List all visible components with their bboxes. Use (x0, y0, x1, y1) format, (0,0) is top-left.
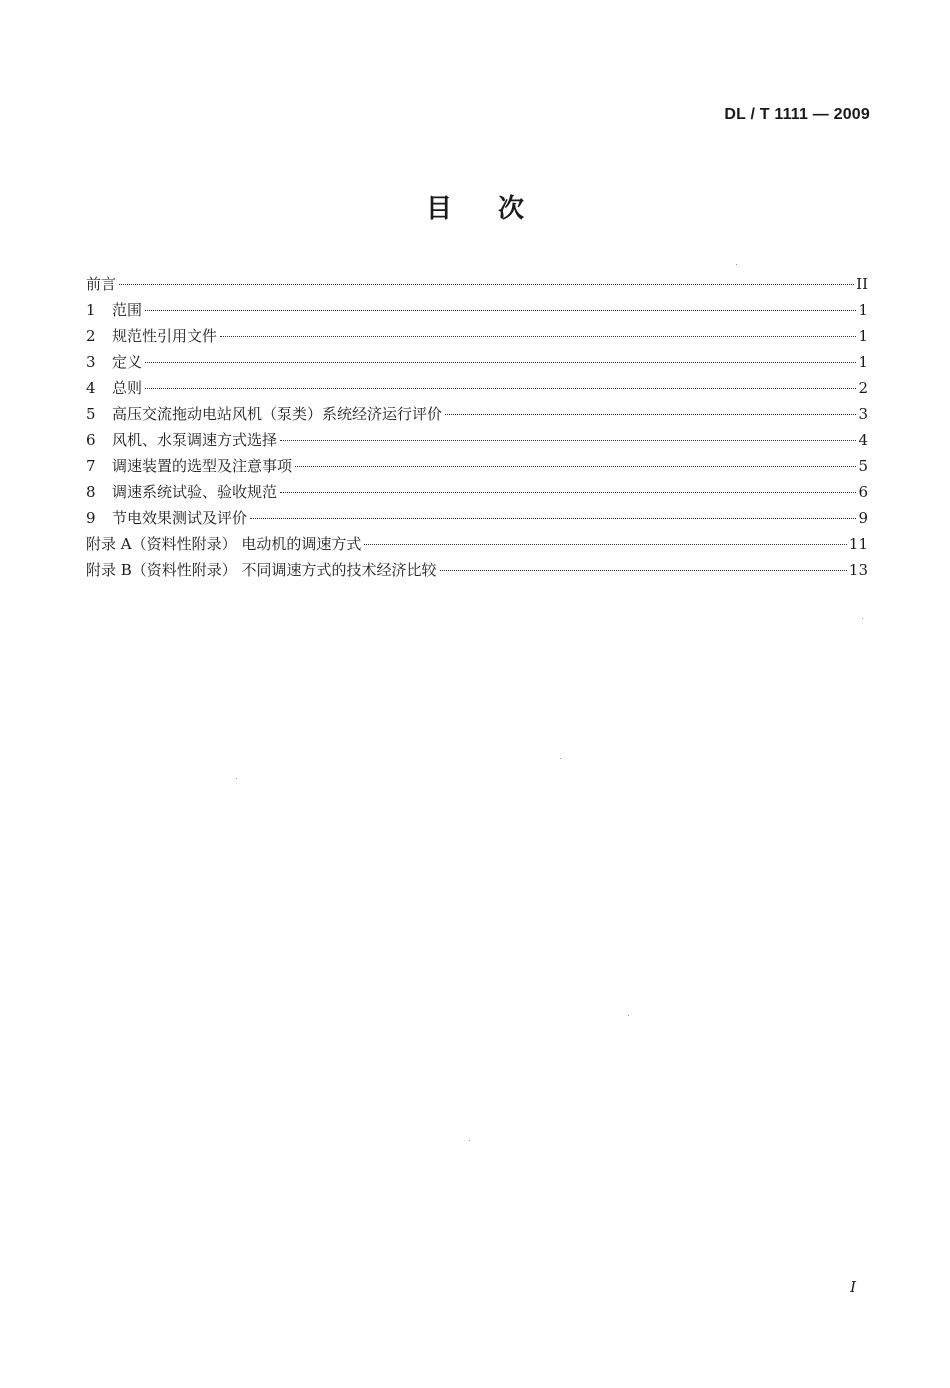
toc-entry-number: 9 (86, 509, 96, 527)
toc-entry-appendix-b[interactable] (86, 557, 868, 583)
toc-entry-4[interactable] (86, 375, 868, 401)
toc-entry-label: 调速装置的选型及注意事项 (112, 457, 293, 475)
scan-speck (560, 758, 561, 759)
scan-speck (628, 1015, 629, 1016)
toc-entry-number: 2 (86, 327, 96, 345)
toc-entry-page: II (856, 275, 868, 293)
toc-leader-dots (280, 492, 856, 493)
toc-entry-5[interactable] (86, 401, 868, 427)
toc-entry-label: 总则 (112, 379, 143, 397)
toc-title: 目次 (425, 194, 570, 224)
toc-leader-dots (364, 544, 847, 545)
toc-leader-dots (220, 336, 856, 337)
toc-entry-1[interactable] (86, 297, 868, 323)
toc-entry-2[interactable] (86, 323, 868, 349)
toc-leader-dots (119, 284, 854, 285)
toc-entry-label: 高压交流拖动电站风机（泵类）系统经济运行评价 (112, 405, 443, 423)
toc-entry-page: 9 (858, 509, 868, 527)
toc-entry-page: 1 (858, 301, 868, 319)
toc-leader-dots (440, 570, 847, 571)
toc-leader-dots (145, 310, 856, 311)
toc-entry-number: 5 (86, 405, 96, 423)
toc-entry-appendix-a[interactable] (86, 531, 868, 557)
toc-entry-8[interactable] (86, 479, 868, 505)
toc-entry-page: 3 (858, 405, 868, 423)
toc-entry-number: 7 (86, 457, 96, 475)
toc-entry-page: 2 (858, 379, 868, 397)
toc-entry-number: 3 (86, 353, 96, 371)
toc-entry-page: 4 (858, 431, 868, 449)
page-number: I (850, 1278, 856, 1296)
toc-entry-label: 定义 (112, 353, 143, 371)
toc-entry-label: 范围 (112, 301, 143, 319)
toc-entry-label: 附录 B（资料性附录） 不同调速方式的技术经济比较 (86, 561, 437, 579)
toc-entry-label: 前言 (86, 275, 117, 293)
toc-entry-9[interactable] (86, 505, 868, 531)
toc-entry-number: 6 (86, 431, 96, 449)
toc-entry-number: 4 (86, 379, 96, 397)
table-of-contents (86, 271, 868, 583)
toc-entry-label: 调速系统试验、验收规范 (112, 483, 278, 501)
toc-entry-label: 规范性引用文件 (112, 327, 218, 345)
toc-entry-page: 6 (858, 483, 868, 501)
toc-leader-dots (145, 388, 856, 389)
scan-speck (469, 1140, 470, 1141)
scan-speck (736, 264, 737, 265)
toc-entry-7[interactable] (86, 453, 868, 479)
toc-leader-dots (250, 518, 856, 519)
toc-leader-dots (280, 440, 856, 441)
toc-entry-page: 11 (848, 535, 868, 553)
toc-entry-page: 5 (858, 457, 868, 475)
toc-entry-label: 风机、水泵调速方式选择 (112, 431, 278, 449)
toc-entry-page: 13 (848, 561, 868, 579)
toc-entry-preface[interactable] (86, 271, 868, 297)
scan-speck (862, 618, 863, 619)
toc-leader-dots (295, 466, 856, 467)
toc-entry-3[interactable] (86, 349, 868, 375)
toc-entry-number: 8 (86, 483, 96, 501)
toc-leader-dots (445, 414, 856, 415)
toc-entry-label: 附录 A（资料性附录） 电动机的调速方式 (86, 535, 362, 553)
toc-entry-page: 1 (858, 353, 868, 371)
toc-entry-6[interactable] (86, 427, 868, 453)
toc-leader-dots (145, 362, 856, 363)
toc-entry-label: 节电效果测试及评价 (112, 509, 248, 527)
toc-entry-number: 1 (86, 301, 96, 319)
scan-speck (236, 778, 237, 779)
toc-entry-page: 1 (858, 327, 868, 345)
standard-code: DL / T 1111 — 2009 (724, 106, 870, 123)
